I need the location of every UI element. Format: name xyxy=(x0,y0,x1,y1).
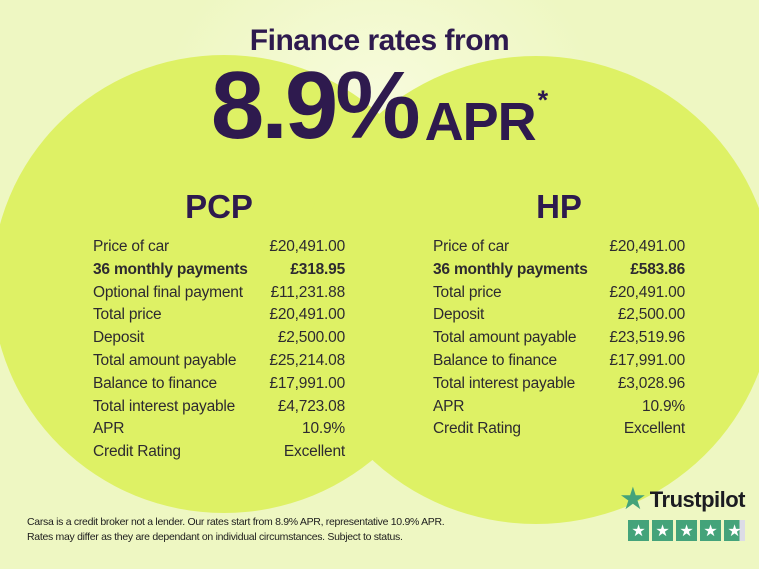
table-row xyxy=(433,304,685,327)
table-row xyxy=(93,396,345,419)
trustpilot-stars xyxy=(619,520,745,541)
page-title: Finance rates from xyxy=(249,24,510,57)
row-value: £17,991.00 xyxy=(609,351,685,369)
trustpilot-logo xyxy=(618,481,745,517)
row-value: £583.86 xyxy=(630,260,685,278)
table-row xyxy=(93,441,345,464)
trustpilot-star-icon: ★ xyxy=(618,481,647,517)
row-value: £11,231.88 xyxy=(270,283,345,301)
table-row xyxy=(93,282,345,305)
star-glyph: ★ xyxy=(727,520,742,540)
row-value: £2,500.00 xyxy=(277,329,345,347)
legal-disclaimer xyxy=(27,515,444,544)
row-label: Optional final payment xyxy=(93,283,243,301)
table-row xyxy=(93,350,345,373)
star-icon xyxy=(724,520,745,541)
star-icon xyxy=(652,520,673,541)
table-row xyxy=(433,418,685,441)
row-value: £20,491.00 xyxy=(609,238,685,255)
row-value: £2,500.00 xyxy=(617,306,685,324)
row-value: £25,214.08 xyxy=(269,351,345,369)
rate-unit: APR xyxy=(424,92,536,153)
table-row xyxy=(433,282,685,305)
row-label: Total interest payable xyxy=(93,397,236,415)
row-value: £4,723.08 xyxy=(277,397,345,415)
row-value: £20,491.00 xyxy=(609,283,685,301)
row-label: Balance to finance xyxy=(93,374,217,392)
row-label: APR xyxy=(433,397,465,415)
star-glyph: ★ xyxy=(655,520,670,540)
row-label: 36 monthly payments xyxy=(433,260,588,278)
row-label: Price of car xyxy=(93,238,169,255)
row-value: £318.95 xyxy=(290,260,345,278)
disclaimer-line-2: Rates may differ as they are dependant on individual circumstances. Subject to status. xyxy=(27,530,403,543)
row-label: Total price xyxy=(93,306,162,324)
table-row xyxy=(433,236,685,259)
row-label: Credit Rating xyxy=(93,443,181,461)
row-value: Excellent xyxy=(283,443,345,461)
row-label: Total price xyxy=(433,283,502,301)
row-value: £23,519.96 xyxy=(609,329,685,347)
row-value: £20,491.00 xyxy=(269,306,345,324)
row-value: 10.9% xyxy=(642,397,685,415)
table-row xyxy=(93,259,345,282)
row-value: £17,991.00 xyxy=(269,374,345,392)
hp-table-rows xyxy=(433,236,685,441)
trustpilot-widget xyxy=(618,481,745,541)
table-row xyxy=(433,327,685,350)
row-value: 10.9% xyxy=(302,420,345,438)
row-value: £20,491.00 xyxy=(269,238,345,255)
table-row xyxy=(93,327,345,350)
table-row xyxy=(93,236,345,259)
row-label: Deposit xyxy=(433,306,485,324)
table-row xyxy=(433,350,685,373)
row-value: Excellent xyxy=(623,420,685,438)
table-row xyxy=(433,396,685,419)
row-value: £3,028.96 xyxy=(617,374,685,392)
star-icon xyxy=(628,520,649,541)
row-label: 36 monthly payments xyxy=(93,260,248,278)
row-label: Balance to finance xyxy=(433,351,557,369)
row-label: Total amount payable xyxy=(433,329,577,347)
trustpilot-brand-name: Trustpilot xyxy=(649,486,745,512)
disclaimer-line-1: Carsa is a credit broker not a lender. Our rates start from 8.9% APR, representative 10.9% APR. xyxy=(27,516,445,528)
pcp-table-heading: PCP xyxy=(185,188,253,225)
star-icon xyxy=(676,520,697,541)
table-row xyxy=(93,304,345,327)
rate-asterisk: * xyxy=(537,85,549,116)
headline-rate xyxy=(0,52,759,159)
pcp-table-rows xyxy=(93,236,345,464)
table-row xyxy=(93,418,345,441)
rate-value: 8.9% xyxy=(210,52,418,159)
table-row xyxy=(433,373,685,396)
table-row xyxy=(93,373,345,396)
star-icon xyxy=(700,520,721,541)
row-label: Price of car xyxy=(433,238,509,255)
row-label: Deposit xyxy=(93,329,145,347)
star-glyph: ★ xyxy=(631,520,646,540)
hp-table xyxy=(433,190,685,441)
row-label: APR xyxy=(93,420,125,438)
pcp-table xyxy=(93,190,345,464)
star-glyph: ★ xyxy=(703,520,718,540)
row-label: Credit Rating xyxy=(433,420,521,438)
table-row xyxy=(433,259,685,282)
hp-table-heading: HP xyxy=(536,188,582,225)
star-glyph: ★ xyxy=(679,520,694,540)
row-label: Total interest payable xyxy=(433,374,576,392)
row-label: Total amount payable xyxy=(93,351,237,369)
